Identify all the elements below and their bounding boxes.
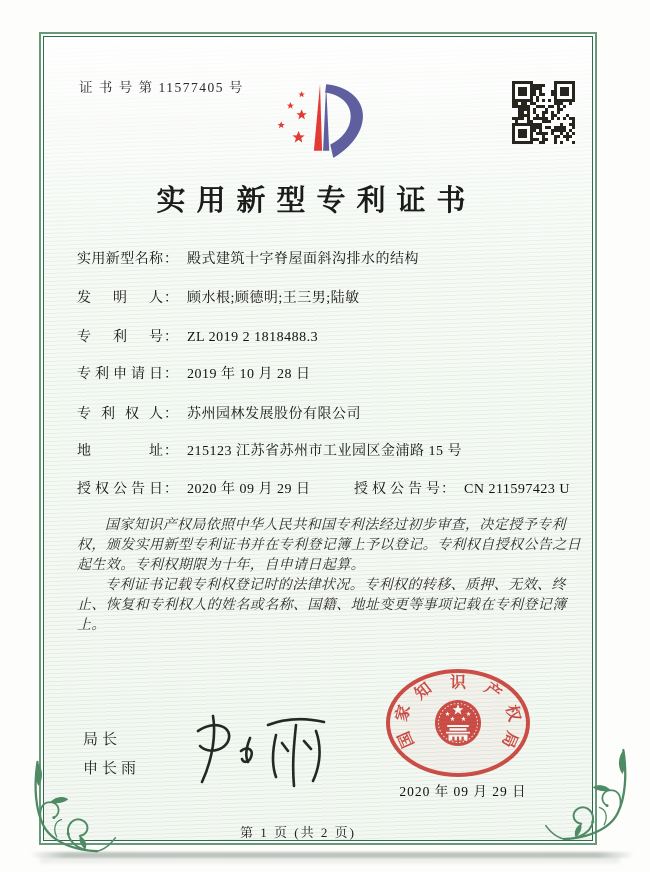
field-colon: ： [441, 482, 455, 497]
field-row-patent-number [77, 326, 318, 346]
seal-char: 局 [498, 728, 521, 751]
field-label: 地址 [77, 444, 163, 459]
field-row-filing-date [77, 363, 311, 383]
field-colon: ： [164, 330, 178, 345]
corner-flourish-bottom-right-icon [543, 740, 631, 852]
seal-char: 产 [480, 679, 505, 704]
field-value: 215123 江苏省苏州市工业园区金浦路 15 号 [187, 444, 462, 459]
field-row-inventors [77, 287, 360, 307]
seal-char: 家 [393, 703, 414, 724]
field-colon: ： [164, 407, 178, 422]
page-number: 第 1 页 (共 2 页) [240, 825, 356, 840]
field-value: 2020 年 09 月 29 日 [187, 482, 311, 497]
field-row-address [77, 440, 462, 460]
seal-char: 知 [411, 679, 436, 704]
field-value: 2019 年 10 月 28 日 [187, 367, 311, 382]
field-label: 专利权人 [77, 407, 163, 422]
field-colon: ： [164, 367, 178, 382]
field-colon: ： [164, 291, 178, 306]
national-emblem-icon [435, 700, 481, 746]
corner-flourish-bottom-left-icon [28, 760, 120, 856]
field-label: 发明人 [77, 291, 163, 306]
page-edge-shadow [30, 852, 634, 858]
field-row-patentee [77, 403, 361, 423]
legal-paragraph: 国家知识产权局依照中华人民共和国专利法经过初步审查，决定授予专利权，颁发实用新型专利证书并在专利登记簿上予以登记。专利权自授权公告之日起生效。专利权期限为十年，自申请日起算。 [77, 518, 581, 573]
cnipa-seal-icon [383, 666, 533, 784]
legal-paragraph: 专利证书记载专利权登记时的法律状况。专利权的转移、质押、无效、终止、恢复和专利权人的姓名或名称、国籍、地址变更等事项记载在专利登记簿上。 [77, 578, 567, 633]
field-label: 实用新型名称 [77, 252, 163, 267]
field-label: 授权公告号 [354, 482, 440, 497]
field-colon: ： [164, 482, 178, 497]
field-row-name [77, 248, 419, 268]
field-label: 专利申请日 [77, 367, 163, 382]
seal-char: 识 [449, 674, 467, 692]
legal-text [77, 516, 587, 636]
director-signature-icon [182, 708, 338, 792]
seal-char: 国 [395, 728, 418, 751]
field-value: ZL 2019 2 1818488.3 [187, 330, 319, 345]
seal-char: 权 [502, 703, 523, 724]
field-value: 殿式建筑十字脊屋面斜沟排水的结构 [187, 252, 419, 267]
director-title-label: 局长 [83, 732, 122, 748]
field-label: 授权公告日 [77, 482, 163, 497]
field-value: 顾水根;顾德明;王三男;陆敏 [187, 291, 360, 306]
field-label: 专利号 [77, 330, 163, 345]
field-value: 苏州园林发展股份有限公司 [187, 407, 361, 422]
field-pair-grant-number [354, 478, 570, 498]
field-colon: ： [164, 444, 178, 459]
page-edge-shadow-soft [40, 859, 620, 862]
field-row-grant [77, 478, 571, 498]
field-value: CN 211597423 U [464, 482, 571, 497]
seal-date: 2020 年 09 月 29 日 [399, 784, 527, 799]
cnipa-logo-icon [272, 74, 366, 162]
qr-code [512, 81, 575, 144]
certificate-title: 实用新型专利证书 [156, 185, 477, 217]
field-colon: ： [164, 252, 178, 267]
certificate-number: 证 书 号 第 11577405 号 [79, 80, 244, 95]
director-name-label: 申长雨 [83, 761, 141, 777]
certificate-page [39, 32, 597, 845]
